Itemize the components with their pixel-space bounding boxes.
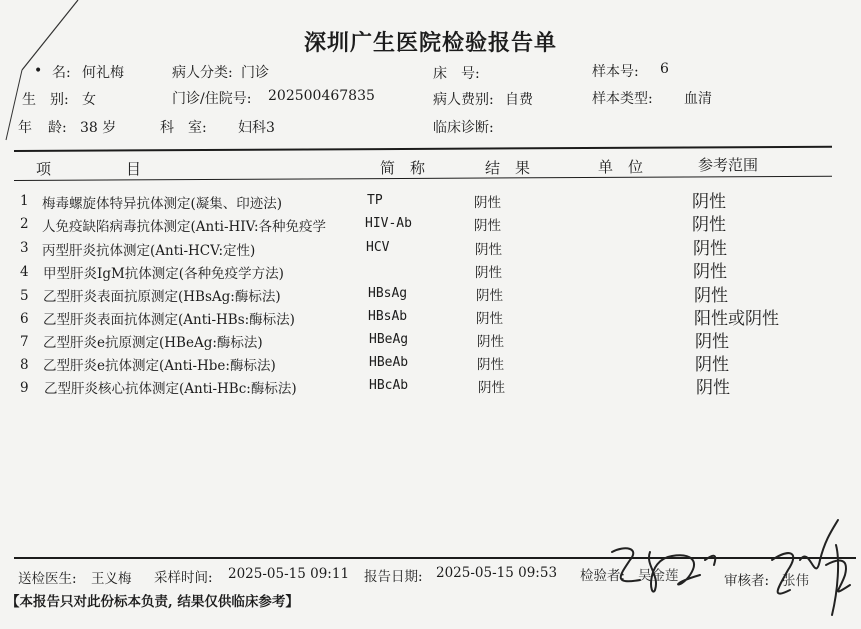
sex-value: 女 <box>82 92 96 108</box>
row-reference: 阴性 <box>694 286 728 306</box>
name-label: 名: <box>52 65 71 81</box>
diagnosis-label: 临床诊断: <box>433 120 494 136</box>
header-unit: 单 位 <box>598 158 644 176</box>
sample-no-value: 6 <box>660 61 669 77</box>
header-reference: 参考范围 <box>698 156 759 174</box>
row-result: 阴性 <box>475 265 502 281</box>
payment-value: 自费 <box>505 92 533 108</box>
row-result: 阴性 <box>477 334 504 350</box>
report-title: 深圳广生医院检验报告单 <box>303 31 557 56</box>
header-item: 项 目 <box>36 160 142 178</box>
row-number: 8 <box>20 357 29 373</box>
row-item: 乙型肝炎e抗原测定(HBeAg:酶标法) <box>43 335 263 351</box>
reviewer-value: 张伟 <box>782 573 809 589</box>
category-value: 门诊 <box>241 65 269 81</box>
row-reference: 阳性或阴性 <box>694 309 779 329</box>
sample-no-label: 样本号: <box>592 64 639 80</box>
visit-no-label: 门诊/住院号: <box>172 91 252 107</box>
row-number: 3 <box>20 240 29 256</box>
row-reference: 阴性 <box>693 262 727 282</box>
row-result: 阴性 <box>474 195 501 211</box>
age-label: 龄: <box>48 120 67 136</box>
row-abbr: HBeAb <box>369 355 409 370</box>
age-value: 38 岁 <box>80 120 117 136</box>
header-result: 结 果 <box>485 159 531 177</box>
row-abbr: HBeAg <box>369 332 409 347</box>
row-item: 丙型肝炎抗体测定(Anti-HCV:定性) <box>42 243 256 259</box>
row-abbr: HCV <box>366 240 390 255</box>
header-abbr: 简 称 <box>380 159 426 177</box>
patient-name: 何礼梅 <box>82 65 124 81</box>
row-result: 阴性 <box>476 311 503 327</box>
row-result: 阴性 <box>474 218 501 234</box>
row-reference: 阴性 <box>695 355 729 375</box>
row-reference: 阴性 <box>693 239 727 259</box>
row-result: 阴性 <box>477 357 504 373</box>
report-date-value: 2025-05-15 09:53 <box>436 565 558 581</box>
dept-value: 妇科3 <box>238 120 275 136</box>
row-reference: 阴性 <box>695 332 729 352</box>
row-number: 2 <box>20 216 29 232</box>
row-reference: 阴性 <box>696 378 730 398</box>
doctor-label: 送检医生: <box>18 571 77 587</box>
reviewer-label: 审核者: <box>724 573 770 589</box>
row-result: 阴性 <box>475 242 502 258</box>
row-reference: 阴性 <box>692 192 726 212</box>
row-abbr: HIV-Ab <box>365 216 412 231</box>
left-edge-char-1: 生 <box>22 92 36 108</box>
row-result: 阴性 <box>476 288 503 304</box>
left-edge-char-2: 年 <box>18 120 32 136</box>
sample-type-value: 血清 <box>684 91 712 107</box>
row-number: 1 <box>20 193 29 209</box>
row-item: 乙型肝炎表面抗原测定(HBsAg:酶标法) <box>43 289 281 305</box>
doctor-value: 王义梅 <box>91 571 132 587</box>
row-abbr: HBsAg <box>368 286 408 301</box>
sex-label: 别: <box>50 92 69 108</box>
tester-value: 吴金莲 <box>638 568 679 584</box>
row-number: 9 <box>20 380 29 396</box>
row-reference: 阴性 <box>692 215 726 235</box>
payment-label: 病人费别: <box>433 92 494 108</box>
name-marker-icon: • <box>34 63 43 79</box>
row-abbr: TP <box>367 193 383 208</box>
row-number: 4 <box>20 264 29 280</box>
row-number: 6 <box>20 311 29 327</box>
row-item: 乙型肝炎核心抗体测定(Anti-HBc:酶标法) <box>44 381 297 397</box>
sample-type-label: 样本类型: <box>592 91 653 107</box>
category-label: 病人分类: <box>172 65 233 81</box>
row-item: 乙型肝炎e抗体测定(Anti-Hbe:酶标法) <box>43 358 276 374</box>
sample-time-label: 采样时间: <box>154 570 213 586</box>
report-date-label: 报告日期: <box>364 569 423 585</box>
dept-label: 科 室: <box>160 120 207 136</box>
row-abbr: HBcAb <box>369 378 409 393</box>
row-item: 人免疫缺陷病毒抗体测定(Anti-HIV:各种免疫学 <box>42 219 327 235</box>
row-number: 5 <box>20 288 29 304</box>
row-item: 梅毒螺旋体特异抗体测定(凝集、印迹法) <box>42 196 283 212</box>
row-result: 阴性 <box>478 380 505 396</box>
row-abbr: HBsAb <box>368 309 408 324</box>
tester-label: 检验者: <box>580 568 626 584</box>
disclaimer: 【本报告只对此份标本负责, 结果仅供临床参考】 <box>6 594 299 610</box>
row-item: 甲型肝炎IgM抗体测定(各种免疫学方法) <box>43 266 284 282</box>
sample-time-value: 2025-05-15 09:11 <box>228 566 350 582</box>
row-item: 乙型肝炎表面抗体测定(Anti-HBs:酶标法) <box>43 312 295 328</box>
visit-no-value: 202500467835 <box>268 88 375 104</box>
row-number: 7 <box>20 334 29 350</box>
bed-label: 床 号: <box>433 66 480 82</box>
